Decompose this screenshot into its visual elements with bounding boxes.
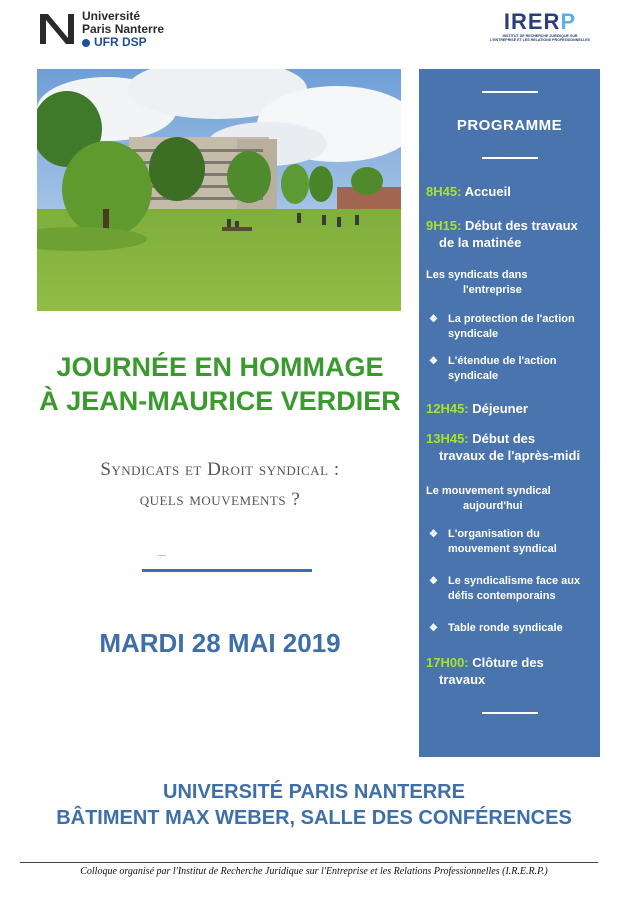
diamond-bullet-icon: ❖ [429, 356, 438, 367]
programme-item [426, 400, 596, 417]
programme-item [426, 430, 596, 464]
programme-bullet [429, 621, 594, 636]
title-line-1: JOURNÉE EN HOMMAGE [56, 352, 384, 382]
diamond-bullet-icon: ❖ [429, 529, 438, 540]
subtitle-line-1: Syndicats et Droit syndical : [100, 459, 340, 480]
bullet-text: Table ronde syndicale [448, 622, 563, 634]
sidebar-rule-bottom [482, 712, 538, 714]
programme-sidebar [419, 69, 600, 757]
item-time: 9H15: [426, 218, 462, 233]
campus-photo [37, 69, 401, 311]
logo-line-1: Université [82, 9, 141, 23]
footer-note: Colloque organisé par l'Institut de Recherche Juridique sur l'Entreprise et les Relations Professionnelles (I.R.E.R.P.) [80, 866, 548, 877]
bullet-text: Le syndicalisme face aux [448, 575, 581, 587]
sidebar-rule-top [482, 91, 538, 93]
section-text: Les syndicats dans [426, 269, 528, 281]
item-text: Début des travaux [465, 218, 578, 233]
programme-bullet [429, 527, 594, 557]
irerp-logo [490, 10, 590, 54]
irerp-wordmark: IRERP [503, 9, 577, 34]
programme-item [426, 654, 596, 688]
item-text: Déjeuner [472, 401, 528, 416]
title-line-2: À JEAN-MAURICE VERDIER [39, 386, 401, 416]
diamond-bullet-icon: ❖ [429, 623, 438, 634]
small-dash [158, 555, 166, 556]
event-date: MARDI 28 MAI 2019 [99, 628, 341, 658]
dot-icon [82, 39, 90, 47]
item-time: 13H45: [426, 431, 469, 446]
sidebar-rule-mid [482, 157, 538, 159]
bullet-text: L'étendue de l'action [448, 355, 557, 367]
programme-bullet [429, 574, 594, 604]
bullet-text: syndicale [448, 370, 499, 382]
section-text: aujourd'hui [463, 500, 523, 512]
footer-rule [20, 862, 598, 863]
programme-title: PROGRAMME [456, 117, 563, 134]
bullet-text: mouvement syndical [448, 543, 557, 555]
logo-line-3: UFR DSP [94, 35, 147, 49]
item-text: Début des [472, 431, 536, 446]
item-text: Clôture des [472, 655, 544, 670]
diamond-bullet-icon: ❖ [429, 576, 438, 587]
bullet-text: La protection de l'action [448, 313, 575, 325]
item-time: 8H45: [426, 184, 462, 199]
nanterre-logo-icon [40, 12, 76, 44]
logo-line-2: Paris Nanterre [82, 22, 165, 36]
section-text: l'entreprise [463, 284, 522, 296]
venue-info [0, 779, 628, 831]
event-subtitle [40, 455, 400, 515]
bullet-text: syndicale [448, 328, 499, 340]
programme-section [426, 268, 596, 298]
item-time: 17H00: [426, 655, 469, 670]
item-text: travaux [439, 672, 486, 687]
item-text: Accueil [464, 184, 511, 199]
item-text: de la matinée [439, 235, 522, 250]
programme-bullet [429, 312, 594, 342]
item-text: travaux de l'après-midi [439, 448, 581, 463]
title-divider [142, 569, 312, 572]
universite-logo [40, 10, 190, 52]
bullet-text: L'organisation du [448, 528, 540, 540]
venue-line-2: BÂTIMENT MAX WEBER, SALLE DES CONFÉRENCES [56, 807, 572, 829]
item-time: 12H45: [426, 401, 469, 416]
venue-line-1: UNIVERSITÉ PARIS NANTERRE [163, 781, 465, 803]
programme-item [426, 217, 596, 251]
programme-section [426, 484, 596, 514]
subtitle-line-2: quels mouvements ? [139, 489, 301, 510]
irerp-subtitle: INSTITUT DE RECHERCHE JURIDIQUE SUR L'ENTREPRISE ET LES RELATIONS PROFESSIONNELLES [490, 34, 590, 43]
bullet-text: défis contemporains [448, 590, 556, 602]
diamond-bullet-icon: ❖ [429, 314, 438, 325]
programme-bullet [429, 354, 594, 384]
event-title [20, 350, 420, 418]
section-text: Le mouvement syndical [426, 485, 551, 497]
programme-item [426, 183, 596, 200]
